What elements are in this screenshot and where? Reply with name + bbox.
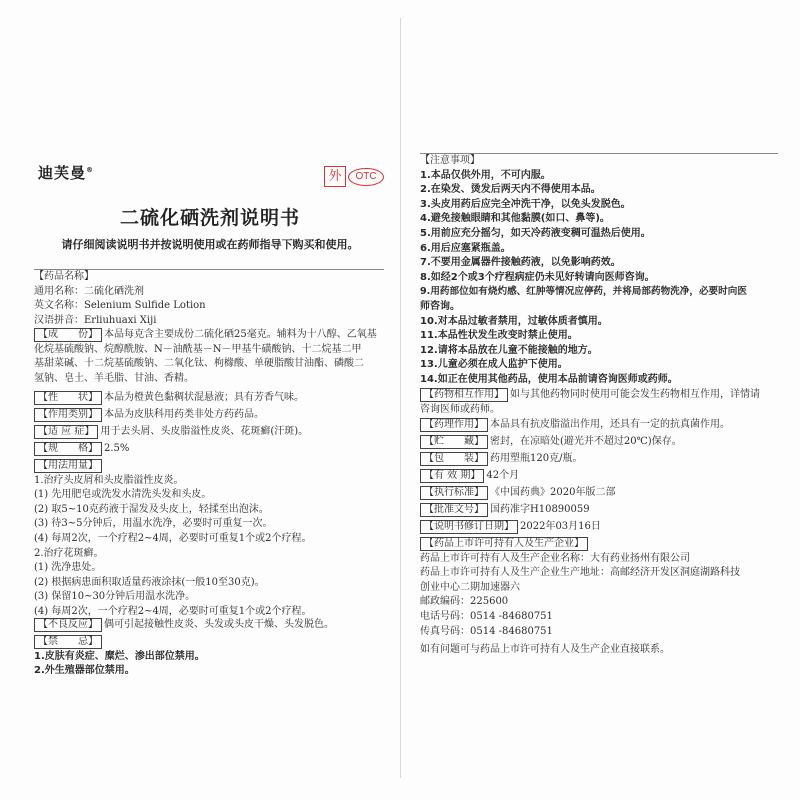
generic-name: 通用名称：二硫化硒洗剂 — [34, 285, 144, 297]
column-divider — [400, 18, 401, 778]
precaution-item: 4.避免接触眼睛和其他黏膜(如口、鼻等)。 — [420, 213, 610, 225]
section-header-appearance: 【性 状】 — [34, 391, 102, 405]
spec-text: 2.5% — [104, 443, 130, 454]
approval-section — [420, 503, 778, 518]
holder-line: 传真号码：0514 -84680751 — [420, 625, 553, 637]
category-section — [34, 408, 384, 423]
section-header-composition: 【成 份】 — [34, 328, 102, 342]
section-header-storage: 【贮 藏】 — [420, 435, 488, 449]
revision-text: 2022年03月16日 — [520, 521, 601, 532]
section-header-usage: 【用法用量】 — [34, 459, 102, 473]
precaution-item: 12.请将本品放在儿童不能接触的地方。 — [420, 344, 598, 356]
section-header-package: 【包 装】 — [420, 452, 488, 466]
precaution-item: 5.用前应充分摇匀，如天冷药液变稠可温热后使用。 — [420, 227, 651, 239]
external-use-badge: 外 — [324, 166, 346, 187]
holder-line: 药品上市许可持有人及生产企业名称：大有药业扬州有限公司 — [420, 552, 690, 564]
precaution-item: 9.用药部位如有烧灼感、红肿等情况应停药，并将局部药物洗净，必要时向医 — [420, 286, 747, 298]
usage-line: (2) 根据病患面积取适量药液涂抹(一般10至30克)。 — [34, 576, 265, 588]
contraindication-line: 1.皮肤有炎症、糜烂、渗出部位禁用。 — [34, 650, 205, 662]
category-text: 本品为皮肤科用药类非处方药药品。 — [104, 409, 264, 420]
package-section — [420, 452, 778, 467]
storage-text: 密封，在凉暗处(避光并不超过20℃)保存。 — [490, 436, 682, 447]
interaction-section — [420, 388, 778, 417]
validity-section — [420, 469, 778, 484]
adverse-section — [34, 618, 384, 633]
usage-section — [34, 459, 384, 620]
spec-section — [34, 442, 384, 457]
drug-name-section — [34, 268, 384, 328]
storage-section — [420, 435, 778, 450]
usage-line: (3) 待3~5分钟后，用温水洗净，必要时可重复一次。 — [34, 518, 273, 530]
section-header-approval: 【批准文号】 — [420, 503, 488, 517]
standard-text: 《中国药典》2020年版二部 — [490, 487, 616, 498]
precaution-item: 14.如正在使用其他药品，使用本品前请咨询医师或药师。 — [420, 373, 678, 385]
composition-line: 本品每克含主要成份二硫化硒25毫克。辅料为十八醇、乙氧基 — [104, 329, 377, 340]
contraindication-line: 2.外生殖器部位禁用。 — [34, 665, 135, 677]
usage-line: (4) 每周2次，一个疗程2~4周，必要时可重复1个或2个疗程。 — [34, 605, 312, 617]
brand-logo: 迪芙曼® — [38, 164, 95, 182]
section-header-indication: 【适 应 症】 — [34, 425, 98, 439]
otc-badge: OTC — [348, 168, 384, 186]
composition-line: 氢钠、皂土、羊毛脂、甘油、香精。 — [34, 372, 194, 384]
usage-line: (3) 保留10~30分钟后用温水洗净。 — [34, 591, 196, 603]
adverse-text: 偶可引起接触性皮炎、头发或头皮干燥、头发脱色。 — [104, 619, 334, 630]
composition-section — [34, 328, 384, 386]
indication-text: 用于去头屑、头皮脂溢性皮炎、花斑癣(汗斑)。 — [100, 426, 309, 437]
composition-line: 化烷基硫酸钠、烷醇酰胺、N－油酰基－N－甲基牛磺酸钠、十二烷基二甲 — [34, 343, 362, 355]
section-header-holder: 【药品上市许可持有人及生产企业】 — [420, 537, 588, 551]
footer-section — [420, 643, 778, 658]
section-header-adverse: 【不良反应】 — [34, 618, 102, 632]
precaution-item: 1.本品仅供外用，不可内服。 — [420, 169, 551, 181]
pinyin-name: 汉语拼音：Erliuhuaxi Xiji — [34, 314, 157, 326]
revision-section — [420, 520, 778, 535]
property-section — [34, 391, 384, 406]
section-header-precautions: 【注意事项】 — [420, 153, 778, 169]
precaution-item: 10.对本品过敏者禁用，过敏体质者慎用。 — [420, 315, 608, 327]
section-header-validity: 【有 效 期】 — [420, 469, 484, 483]
section-header-pharmacology: 【药理作用】 — [420, 418, 488, 432]
section-header-revision: 【说明书修订日期】 — [420, 520, 518, 534]
english-name: 英文名称：Selenium Sulfide Lotion — [34, 300, 206, 312]
indication-section — [34, 425, 384, 440]
holder-line: 邮政编码：225600 — [420, 596, 509, 608]
usage-line: (1) 先用肥皂或洗发水清洗头发和头皮。 — [34, 489, 212, 501]
usage-line: 1.治疗头皮屑和头皮脂溢性皮炎。 — [34, 474, 184, 486]
precautions-section — [420, 152, 778, 388]
composition-line: 基甜菜碱、十二烷基硫酸钠、二氧化钛、枸橼酸、单硬脂酸甘油酯、磷酸二 — [34, 358, 364, 370]
precaution-item: 师咨询。 — [420, 300, 460, 312]
usage-line: 2.治疗花斑癣。 — [34, 547, 104, 559]
validity-text: 42个月 — [486, 470, 520, 481]
section-header-interaction: 【药物相互作用】 — [420, 388, 508, 402]
precaution-item: 11.本品性状发生改变时禁止使用。 — [420, 330, 578, 342]
appearance-text: 本品为橙黄色黏稠状混悬液；具有芳香气味。 — [104, 392, 304, 403]
usage-line: (1) 洗净患处。 — [34, 562, 102, 574]
contraindication-section — [34, 635, 384, 679]
holder-line: 创业中心二期加速器六 — [420, 581, 520, 593]
document-title: 二硫化硒洗剂说明书 — [119, 207, 300, 229]
usage-line: (4) 每周2次，一个疗程2~4周，必要时可重复1个或2个疗程。 — [34, 532, 312, 544]
holder-section — [420, 537, 778, 639]
pharmacology-text: 本品具有抗皮脂溢出作用，还具有一定的抗真菌作用。 — [490, 419, 730, 430]
section-header-spec: 【规 格】 — [34, 442, 102, 456]
precaution-item: 13.儿童必须在成人监护下使用。 — [420, 359, 568, 371]
standard-section — [420, 486, 778, 501]
package-text: 药用塑瓶120克/瓶。 — [490, 453, 583, 464]
precaution-item: 3.头皮用药后应完全冲洗干净，以免头发脱色。 — [420, 198, 631, 210]
precaution-item: 6.用后应塞紧瓶盖。 — [420, 242, 511, 254]
section-header-standard: 【执行标准】 — [420, 486, 488, 500]
precaution-item: 2.在染发、烫发后两天内不得使用本品。 — [420, 184, 601, 196]
interaction-line: 如与其他药物同时使用可能会发生药物相互作用，详情请 — [510, 389, 760, 400]
approval-text: 国药准字H10890059 — [490, 504, 590, 515]
holder-line: 电话号码：0514 -84680751 — [420, 610, 553, 622]
precaution-item: 8.如经2个或3个疗程病症仍未见好转请向医师咨询。 — [420, 271, 655, 283]
footer-note: 如有问题可与药品上市许可持有人及生产企业直接联系。 — [420, 644, 670, 655]
section-header-drug-name: 【药品名称】 — [34, 269, 384, 285]
holder-line: 药品上市许可持有人及生产企业生产地址：高邮经济开发区洞庭湖路科技 — [420, 567, 740, 579]
interaction-line: 咨询医师或药师。 — [420, 403, 500, 415]
section-header-category: 【作用类别】 — [34, 408, 102, 422]
section-header-contraindication: 【禁 忌】 — [34, 635, 102, 649]
precaution-item: 7.不要用金属器件接触药液，以免影响药效。 — [420, 257, 621, 269]
usage-line: (2) 取5~10克药液于湿发及头皮上，轻揉至出泡沫。 — [34, 503, 269, 515]
pharmacology-section — [420, 418, 778, 433]
document-subtitle: 请仔细阅读说明书并按说明使用或在药师指导下购买和使用。 — [61, 238, 359, 251]
